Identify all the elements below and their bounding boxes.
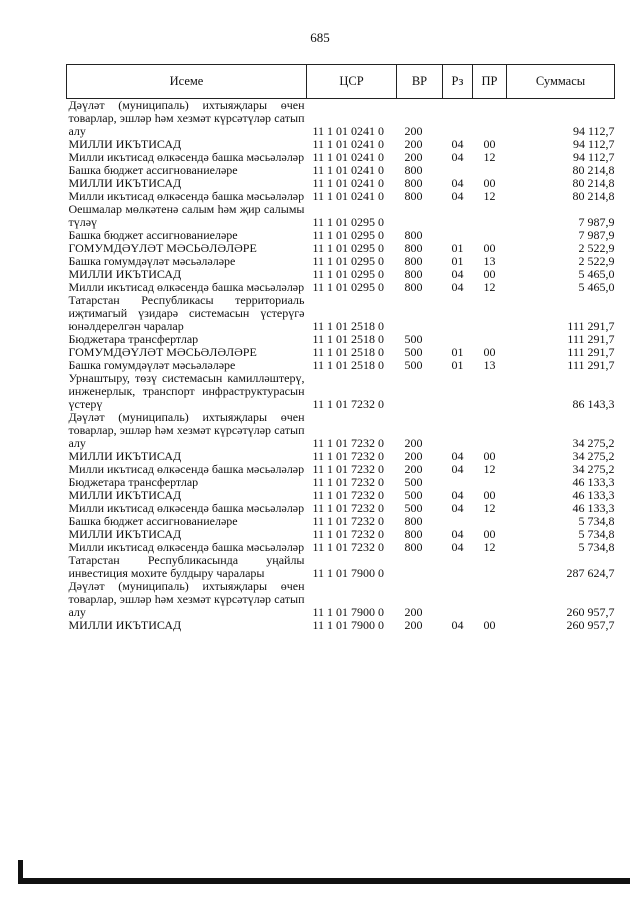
cell-csr: 11 1 01 7900 0 [312,566,385,580]
cell-sum: 34 275,2 [572,436,615,450]
cell-sum: 86 143,3 [572,397,615,411]
cell-vr: 800 [404,514,423,528]
cell-name: МИЛЛИ ИКЪТИСАД [68,176,182,190]
cell-name: Башка бюджет ассигнованиеләре [68,163,238,177]
cell-csr: 11 1 01 0241 0 [312,150,385,164]
cell-rz: 04 [451,618,464,632]
header-csr: ЦСР [307,65,397,99]
cell-sum: 94 112,7 [572,124,615,138]
cell-name: Татарстан Республикасында уңайлы инвестиция мохите булдыру чаралары [68,553,305,580]
cell-pr: 00 [483,267,496,281]
scan-edge-bottom [18,878,630,884]
cell-sum: 80 214,8 [572,176,615,190]
cell-pr: 00 [483,449,496,463]
header-sum: Суммасы [507,65,615,99]
cell-pr [473,554,507,580]
cell-name: Башка бюджет ассигнованиеләре [68,514,238,528]
cell-pr: 00 [483,176,496,190]
cell-csr: 11 1 01 0241 0 [312,137,385,151]
cell-name: Бюджетара трансфертлар [68,332,199,346]
cell-pr [473,411,507,450]
cell-name: Башка гомумдәүләт мәсьәләләре [68,254,236,268]
cell-vr: 500 [404,475,423,489]
cell-vr: 800 [404,267,423,281]
cell-name: МИЛЛИ ИКЪТИСАД [68,137,182,151]
cell-pr [473,580,507,619]
cell-rz [443,203,473,229]
cell-vr: 200 [404,124,423,138]
cell-vr [397,372,443,411]
cell-csr: 11 1 01 7232 0 [312,514,385,528]
cell-sum: 2 522,9 [578,254,615,268]
table-row [67,554,615,580]
cell-sum: 111 291,7 [567,332,615,346]
cell-name: Милли икътисад өлкәсендә башка мәсьәләләр [68,540,305,554]
cell-name: Башка гомумдәүләт мәсьәләләре [68,358,236,372]
cell-rz [443,294,473,333]
cell-pr: 13 [483,358,496,372]
cell-csr: 11 1 01 0295 0 [312,280,385,294]
cell-name: ГОМУМДӘҮЛӘТ МӘСЬӘЛӘЛӘРЕ [68,241,257,255]
cell-name: ГОМУМДӘҮЛӘТ МӘСЬӘЛӘЛӘРЕ [68,345,257,359]
cell-rz [443,554,473,580]
cell-sum: 7 987,9 [578,228,615,242]
cell-rz [443,411,473,450]
cell-vr: 200 [404,462,423,476]
cell-rz [443,580,473,619]
cell-pr [473,99,507,139]
table-row [67,99,615,139]
cell-csr: 11 1 01 2518 0 [312,358,385,372]
cell-sum: 94 112,7 [572,150,615,164]
cell-name: МИЛЛИ ИКЪТИСАД [68,527,182,541]
cell-name: Дәүләт (муниципаль) ихтыяҗлары өчен товарлар, эшләр һәм хезмәт күрсәтүләр сатып алу [68,410,305,450]
table-row [67,411,615,450]
cell-csr: 11 1 01 0295 0 [312,241,385,255]
cell-vr: 800 [404,176,423,190]
cell-csr: 11 1 01 0241 0 [312,189,385,203]
header-vr: ВР [397,65,443,99]
cell-vr [397,203,443,229]
cell-rz: 04 [451,189,464,203]
cell-rz [443,99,473,139]
cell-name: Милли икътисад өлкәсендә башка мәсьәләләр [68,501,305,515]
cell-sum: 80 214,8 [572,189,615,203]
cell-vr: 800 [404,254,423,268]
cell-rz: 04 [451,527,464,541]
cell-vr [397,554,443,580]
cell-sum: 5 465,0 [578,267,615,281]
cell-pr: 12 [483,462,496,476]
cell-sum: 111 291,7 [567,345,615,359]
cell-vr: 200 [404,137,423,151]
cell-sum: 5 734,8 [578,527,615,541]
cell-vr: 500 [404,332,423,346]
cell-rz: 01 [451,358,464,372]
cell-vr: 800 [404,241,423,255]
cell-name: Оешмалар мөлкәтенә салым һәм җир салымы түләү [68,202,305,229]
cell-csr: 11 1 01 7232 0 [312,501,385,515]
table-row [67,372,615,411]
cell-vr: 800 [404,163,423,177]
cell-rz: 04 [451,280,464,294]
cell-vr: 800 [404,540,423,554]
cell-csr: 11 1 01 7232 0 [312,462,385,476]
cell-pr: 12 [483,280,496,294]
cell-pr: 00 [483,618,496,632]
cell-pr: 00 [483,527,496,541]
cell-rz: 01 [451,241,464,255]
cell-vr: 200 [404,449,423,463]
cell-sum: 34 275,2 [572,462,615,476]
cell-sum: 7 987,9 [578,215,615,229]
cell-sum: 2 522,9 [578,241,615,255]
cell-vr: 500 [404,501,423,515]
cell-rz: 04 [451,176,464,190]
cell-csr: 11 1 01 0241 0 [312,163,385,177]
cell-sum: 111 291,7 [567,358,615,372]
cell-name: Татарстан Республикасы территориаль иҗтимагый үзидарә системасын үстерүгә юнәлдерелгән чаралар [68,293,305,333]
cell-pr: 00 [483,241,496,255]
cell-vr: 200 [404,618,423,632]
budget-table [66,64,615,632]
cell-name: МИЛЛИ ИКЪТИСАД [68,267,182,281]
cell-vr: 500 [404,345,423,359]
cell-pr: 12 [483,150,496,164]
cell-csr: 11 1 01 2518 0 [312,332,385,346]
cell-name: МИЛЛИ ИКЪТИСАД [68,618,182,632]
cell-sum: 80 214,8 [572,163,615,177]
cell-sum: 46 133,3 [572,475,615,489]
table-body [67,99,615,633]
cell-csr: 11 1 01 7232 0 [312,436,385,450]
cell-pr [473,203,507,229]
cell-csr: 11 1 01 0241 0 [312,124,385,138]
cell-vr: 800 [404,189,423,203]
table-row [67,294,615,333]
cell-csr: 11 1 01 2518 0 [312,345,385,359]
page-number: 685 [310,30,330,45]
cell-vr: 200 [404,436,423,450]
cell-csr: 11 1 01 0295 0 [312,215,385,229]
cell-rz: 04 [451,488,464,502]
header-pr: ПР [473,65,507,99]
cell-name: Милли икътисад өлкәсендә башка мәсьәләләр [68,189,305,203]
cell-name: Милли икътисад өлкәсендә башка мәсьәләләр [68,280,305,294]
cell-pr: 00 [483,137,496,151]
table-row [67,619,615,632]
cell-pr: 00 [483,345,496,359]
cell-sum: 260 957,7 [566,605,615,619]
cell-vr [397,294,443,333]
cell-rz: 04 [451,540,464,554]
cell-csr: 11 1 01 0241 0 [312,176,385,190]
cell-pr [473,294,507,333]
cell-sum: 94 112,7 [572,137,615,151]
cell-pr: 00 [483,488,496,502]
cell-rz [443,372,473,411]
cell-name: Милли икътисад өлкәсендә башка мәсьәләләр [68,462,305,476]
cell-rz: 04 [451,462,464,476]
cell-rz: 04 [451,137,464,151]
cell-csr: 11 1 01 0295 0 [312,267,385,281]
cell-vr: 800 [404,280,423,294]
cell-name: МИЛЛИ ИКЪТИСАД [68,488,182,502]
cell-csr: 11 1 01 2518 0 [312,319,385,333]
table-row [67,580,615,619]
cell-pr: 13 [483,254,496,268]
cell-csr: 11 1 01 7232 0 [312,488,385,502]
cell-csr: 11 1 01 7232 0 [312,475,385,489]
cell-sum: 260 957,7 [566,618,615,632]
cell-vr: 500 [404,488,423,502]
cell-rz: 01 [451,254,464,268]
cell-sum: 46 133,3 [572,501,615,515]
cell-csr: 11 1 01 7232 0 [312,397,385,411]
cell-pr: 12 [483,189,496,203]
cell-pr [473,372,507,411]
cell-csr: 11 1 01 7232 0 [312,540,385,554]
table-header-row [67,65,615,99]
cell-sum: 287 624,7 [566,566,615,580]
cell-csr: 11 1 01 7232 0 [312,449,385,463]
cell-rz: 01 [451,345,464,359]
cell-rz: 04 [451,501,464,515]
cell-csr: 11 1 01 0295 0 [312,254,385,268]
cell-rz: 04 [451,267,464,281]
cell-rz: 04 [451,150,464,164]
cell-pr: 12 [483,540,496,554]
cell-pr: 12 [483,501,496,515]
cell-csr: 11 1 01 0295 0 [312,228,385,242]
cell-csr: 11 1 01 7232 0 [312,527,385,541]
cell-name: Милли икътисад өлкәсендә башка мәсьәләләр [68,150,305,164]
cell-sum: 34 275,2 [572,449,615,463]
cell-name: Бюджетара трансфертлар [68,475,199,489]
cell-rz: 04 [451,449,464,463]
cell-csr: 11 1 01 7900 0 [312,605,385,619]
cell-vr: 800 [404,228,423,242]
cell-csr: 11 1 01 7900 0 [312,618,385,632]
cell-vr: 200 [404,150,423,164]
cell-vr: 500 [404,358,423,372]
cell-sum: 111 291,7 [567,319,615,333]
cell-name: Дәүләт (муниципаль) ихтыяҗлары өчен товарлар, эшләр һәм хезмәт күрсәтүләр сатып алу [68,579,305,619]
cell-name: Урнаштыру, төзү системасын камилләштерү, инженерлык, транспорт инфраструктурасын үстерү [68,371,305,411]
header-name: Исеме [67,65,307,99]
cell-sum: 5 465,0 [578,280,615,294]
header-rz: Рз [443,65,473,99]
cell-vr: 800 [404,527,423,541]
cell-sum: 5 734,8 [578,540,615,554]
cell-sum: 46 133,3 [572,488,615,502]
cell-name: Башка бюджет ассигнованиеләре [68,228,238,242]
cell-sum: 5 734,8 [578,514,615,528]
cell-name: Дәүләт (муниципаль) ихтыяҗлары өчен товарлар, эшләр һәм хезмәт күрсәтүләр сатып алу [68,98,305,138]
cell-vr: 200 [404,605,423,619]
cell-name: МИЛЛИ ИКЪТИСАД [68,449,182,463]
table-row [67,203,615,229]
